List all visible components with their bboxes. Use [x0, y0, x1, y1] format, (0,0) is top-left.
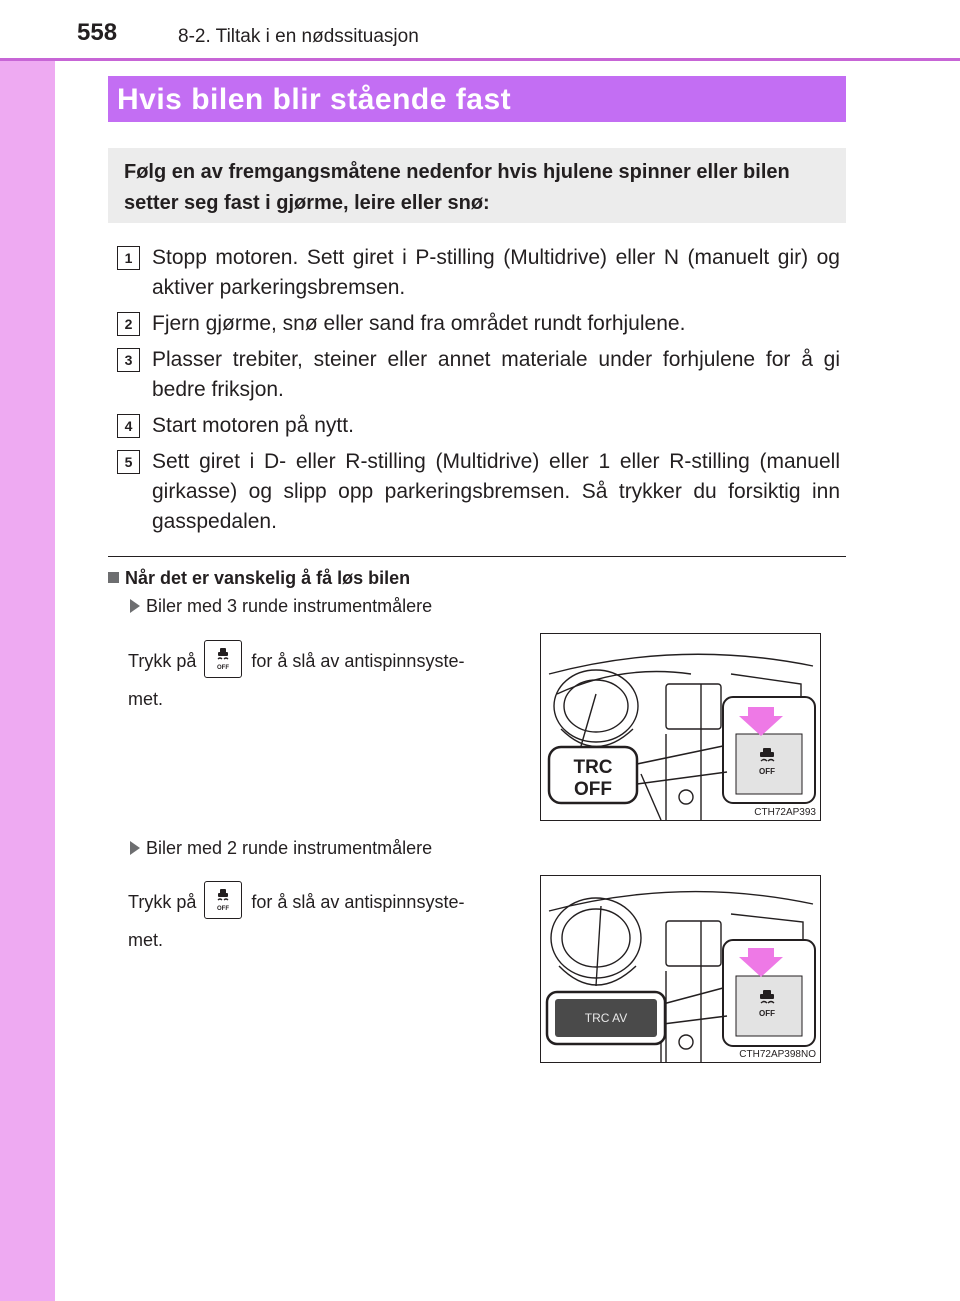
trc-off-icon [204, 640, 242, 678]
variant-label-text: Biler med 2 runde instrumentmålere [146, 838, 433, 858]
instruction-2-gauges [128, 884, 528, 959]
section-title-bar [108, 76, 846, 122]
triangle-bullet-icon [130, 599, 140, 613]
step-text: Sett giret i D- eller R-stilling (Multidrive) eller 1 eller R-stilling (manuell girkasse) og slipp opp parkeringsbremsen. Så trykker du forsiktig inn gasspedalen. [152, 450, 840, 533]
press-text-after: for å slå av antispinnsyste- [251, 651, 465, 671]
triangle-bullet-icon [130, 841, 140, 855]
svg-text:OFF: OFF [759, 1009, 775, 1018]
variant-label-2-gauges [130, 838, 432, 859]
section-divider [108, 556, 846, 557]
press-text-before: Trykk på [128, 651, 197, 671]
trc-off-icon [204, 881, 242, 919]
variant-label-text: Biler med 3 runde instrumentmålere [146, 596, 433, 616]
svg-text:TRC: TRC [573, 757, 613, 778]
svg-text:OFF: OFF [759, 767, 775, 776]
figure-3-gauges [540, 633, 821, 821]
step-text: Plasser trebiter, steiner eller annet materiale under forhjulene for å gi bedre friksjon. [152, 348, 840, 401]
svg-text:OFF: OFF [217, 665, 230, 672]
header-rule [0, 58, 960, 61]
step-number: 1 [117, 246, 140, 270]
press-text-before: Trykk på [128, 892, 197, 912]
step-number: 2 [117, 312, 140, 336]
page-header [0, 0, 960, 58]
press-text-after: for å slå av antispinnsyste- [251, 892, 465, 912]
side-tab [0, 0, 55, 1301]
subsection-title: Når det er vanskelig å få løs bilen [125, 568, 411, 588]
step-number: 5 [117, 450, 140, 474]
dashboard-illustration [541, 876, 820, 1062]
press-text-end: met. [128, 689, 164, 710]
step-text: Start motoren på nytt. [152, 414, 354, 437]
svg-text:TRC AV: TRC AV [584, 1011, 628, 1025]
page-number: 558 [77, 19, 118, 46]
instruction-3-gauges [128, 643, 528, 718]
intro-text: Følg en av fremgangsmåtene nedenfor hvis hjulene spinner eller bilen setter seg fast i gjørme, leire eller snø: [124, 161, 790, 214]
step-number: 3 [117, 348, 140, 372]
chapter-title: 8-2. Tiltak i en nødssituasjon [178, 26, 419, 47]
step-text: Stopp motoren. Sett giret i P-stilling (Multidrive) eller N (manuelt gir) og aktiver parkeringsbremsen. [152, 246, 840, 299]
svg-text:OFF: OFF [574, 779, 612, 800]
figure-code: CTH72AP398NO [739, 1049, 816, 1060]
subsection-heading [108, 568, 410, 589]
square-bullet-icon [108, 572, 119, 583]
dashboard-illustration [541, 634, 820, 820]
variant-label-3-gauges [130, 596, 432, 617]
figure-2-gauges [540, 875, 821, 1063]
intro-box [108, 148, 846, 223]
section-title: Hvis bilen blir stående fast [117, 83, 512, 116]
step-number: 4 [117, 414, 140, 438]
press-text-end: met. [128, 930, 164, 951]
svg-text:OFF: OFF [217, 906, 230, 913]
figure-code: CTH72AP393 [754, 807, 816, 818]
step-text: Fjern gjørme, snø eller sand fra området rundt forhjulene. [152, 312, 686, 335]
